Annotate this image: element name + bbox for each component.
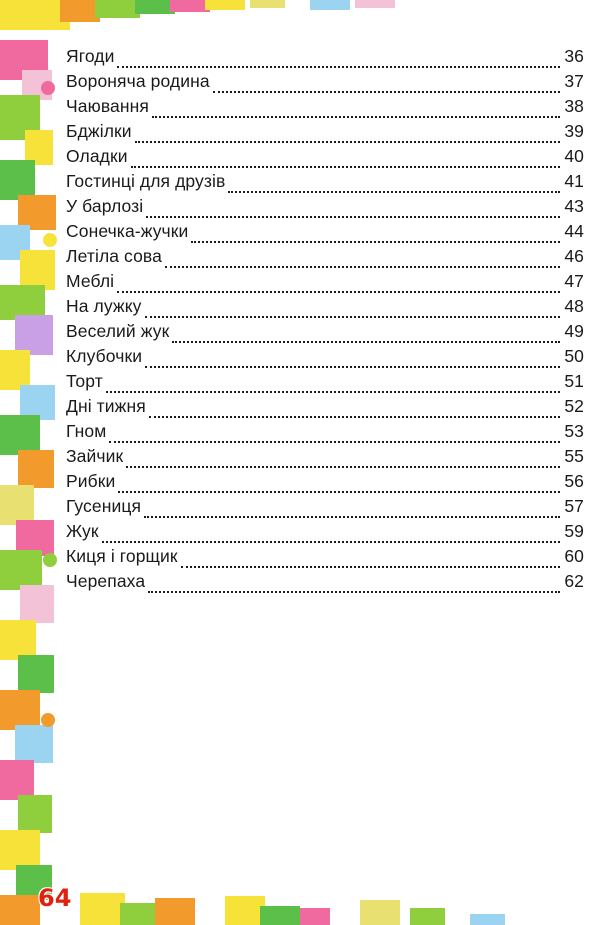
toc-entry-title: Меблі [66,271,115,291]
toc-entry [66,371,584,396]
toc-entry [66,71,584,96]
toc-entry-page: 49 [564,321,584,341]
dot-leader [146,216,560,218]
toc-entry-page: 59 [564,521,584,541]
dot-leader [165,266,560,268]
toc-entry-title: У барлозі [66,196,144,216]
toc-entry-title: Киця і горщик [66,546,178,566]
dot-leader [149,416,560,418]
dot-leader [102,541,560,543]
dot-leader [181,566,560,568]
dot-leader [117,66,560,68]
toc-entry-page: 48 [564,296,584,316]
toc-entry-page: 47 [564,271,584,291]
toc-entry [66,121,584,146]
toc-entry-title: Ягоди [66,46,115,66]
toc-entry-title: Чаювання [66,96,149,116]
toc-entry-page: 46 [564,246,584,266]
table-of-contents [66,46,584,596]
toc-entry [66,496,584,521]
toc-entry [66,246,584,271]
toc-entry-page: 39 [564,121,584,141]
dot-leader [117,291,560,293]
dot-leader [126,466,560,468]
toc-entry [66,396,584,421]
puzzle-border-left [0,0,58,925]
toc-entry [66,296,584,321]
puzzle-border-top [0,0,600,40]
dot-leader [106,391,560,393]
toc-entry-title: Оладки [66,146,128,166]
toc-entry [66,546,584,571]
toc-entry [66,446,584,471]
toc-entry-title: Вороняча родина [66,71,210,91]
toc-entry-page: 37 [564,71,584,91]
toc-entry-title: На лужку [66,296,142,316]
toc-entry-title: Дні тижня [66,396,146,416]
toc-entry-title: Торт [66,371,103,391]
toc-entry [66,571,584,596]
dot-leader [172,341,560,343]
toc-entry-title: Гном [66,421,107,441]
page-number: 64 [38,884,72,912]
dot-leader [145,366,560,368]
toc-entry-page: 50 [564,346,584,366]
toc-entry-title: Веселий жук [66,321,170,341]
toc-entry-page: 53 [564,421,584,441]
toc-entry [66,221,584,246]
dot-leader [191,241,560,243]
toc-entry-page: 51 [564,371,584,391]
toc-entry [66,271,584,296]
toc-entry-page: 41 [564,171,584,191]
toc-entry [66,471,584,496]
toc-entry-title: Сонечка-жучки [66,221,189,241]
toc-entry-page: 40 [564,146,584,166]
dot-leader [144,516,560,518]
toc-entry-page: 55 [564,446,584,466]
dot-leader [228,191,560,193]
dot-leader [109,441,560,443]
toc-entry-page: 52 [564,396,584,416]
toc-entry-title: Клубочки [66,346,143,366]
toc-entry-page: 60 [564,546,584,566]
dot-leader [131,166,560,168]
puzzle-border-bottom [0,878,600,925]
toc-entry [66,421,584,446]
toc-entry [66,346,584,371]
toc-entry-page: 44 [564,221,584,241]
toc-entry [66,146,584,171]
toc-entry-title: Рибки [66,471,116,491]
toc-entry [66,196,584,221]
toc-entry-page: 36 [564,46,584,66]
toc-entry-title: Бджілки [66,121,132,141]
toc-entry-title: Зайчик [66,446,124,466]
toc-entry-title: Гусениця [66,496,142,516]
toc-entry-page: 57 [564,496,584,516]
toc-entry-page: 62 [564,571,584,591]
dot-leader [145,316,561,318]
dot-leader [152,116,560,118]
dot-leader [213,91,560,93]
toc-entry [66,96,584,121]
toc-entry-page: 43 [564,196,584,216]
dot-leader [135,141,560,143]
toc-entry [66,521,584,546]
toc-entry [66,46,584,71]
toc-entry [66,171,584,196]
toc-entry-page: 38 [564,96,584,116]
toc-entry [66,321,584,346]
toc-entry-title: Черепаха [66,571,146,591]
toc-entry-title: Летіла сова [66,246,162,266]
dot-leader [118,491,560,493]
toc-entry-title: Гостинці для друзів [66,171,226,191]
dot-leader [148,591,560,593]
toc-entry-page: 56 [564,471,584,491]
toc-entry-title: Жук [66,521,99,541]
